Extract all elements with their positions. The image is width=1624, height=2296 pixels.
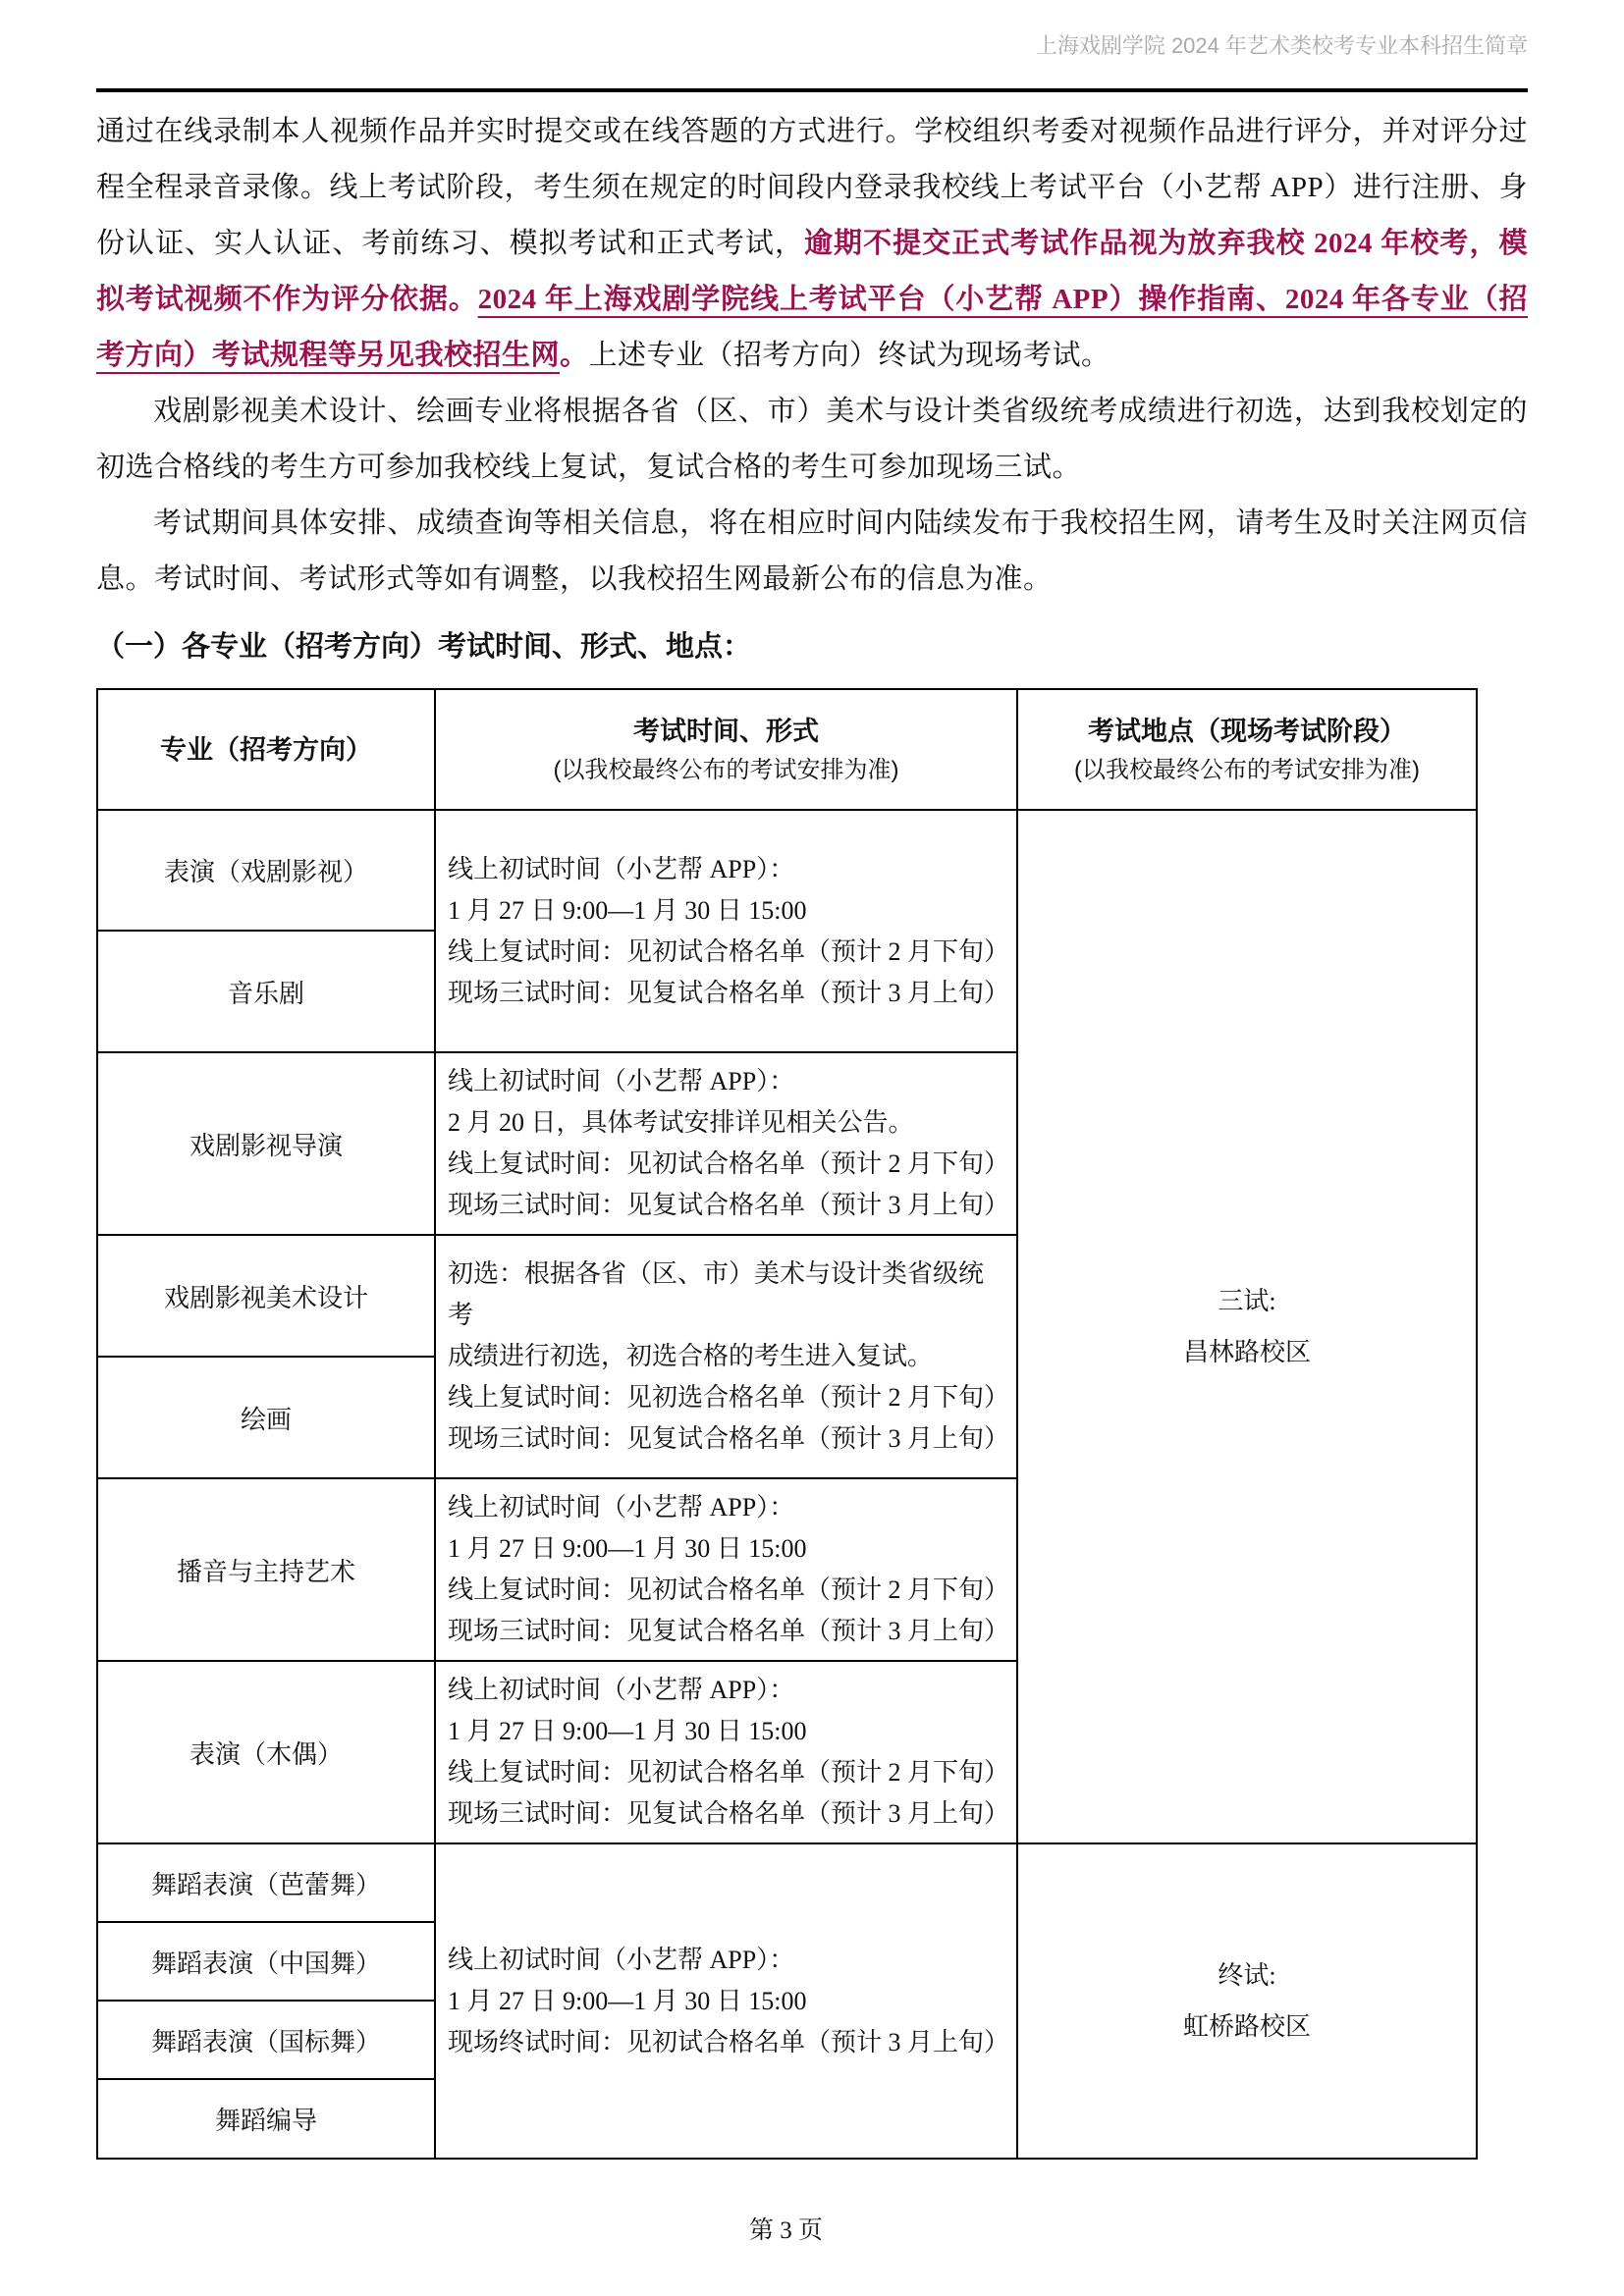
column-header-major-label: 专业（招考方向） xyxy=(160,734,372,765)
schedule-line: 线上复试时间：见初试合格名单（预计 2 月下旬） xyxy=(448,1149,1010,1178)
body-text-start: 通过在线录制本人视频作品并实时提交或在线答题的方式进行。学校组织考委对视频作品进行评分，并对评分过程全程录音录像。线上考试阶段，考生须在规定的时间段内登录我校线上考试平台（小艺帮 APP）进行注册、身份认证、实人认证、考前练习、模拟考试和正式考试， xyxy=(96,116,1528,259)
schedule-line: 线上复试时间：见初选合格名单（预计 2 月下旬） xyxy=(448,1383,1010,1412)
column-header-major xyxy=(97,689,435,810)
schedule-line: 现场终试时间：见初试合格名单（预计 3 月上旬） xyxy=(448,2027,1010,2056)
location-line: 昌林路校区 xyxy=(1182,1337,1311,1366)
paragraph-exam-info-notice: 考试期间具体安排、成绩查询等相关信息，将在相应时间内陆续发布于我校招生网，请考生及时关注网页信息。考试时间、考试形式等如有调整，以我校招生网最新公布的信息为准。 xyxy=(96,507,1528,595)
page-footer xyxy=(96,2211,1476,2246)
emphasis-period: 。 xyxy=(560,340,589,371)
document-body xyxy=(96,104,1528,2246)
page-number: 第 3 页 xyxy=(748,2217,823,2244)
body-text-end: 上述专业（招考方向）终试为现场考试。 xyxy=(588,340,1110,371)
column-header-time-title: 考试时间、形式 xyxy=(633,716,819,746)
section-heading: （一）各专业（招考方向）考试时间、形式、地点： xyxy=(96,631,752,663)
schedule-cell-broadcasting xyxy=(435,1478,1017,1661)
location-line: 虹桥路校区 xyxy=(1182,2011,1311,2041)
emphasis-text: 逾期不提交正式考试作品视为放弃我校 2024 年校考，模拟考试视频不作为评分依据。 xyxy=(96,228,1528,315)
schedule-cell-art-design xyxy=(435,1235,1017,1478)
schedule-line: 1 月 27 日 9:00—1 月 30 日 15:00 xyxy=(448,895,807,925)
major-cell-stage-design: 戏剧影视美术设计 xyxy=(97,1235,435,1357)
major-cell-dance-ballet: 舞蹈表演（芭蕾舞） xyxy=(97,1843,435,1922)
schedule-line: 1 月 27 日 9:00—1 月 30 日 15:00 xyxy=(448,1534,807,1563)
column-header-place xyxy=(1017,689,1477,810)
schedule-line: 现场三试时间：见复试合格名单（预计 3 月上旬） xyxy=(448,1617,1010,1645)
table-row xyxy=(97,1843,1477,1922)
major-cell-musical-theatre: 音乐剧 xyxy=(97,931,435,1052)
schedule-line: 现场三试时间：见复试合格名单（预计 3 月上旬） xyxy=(448,1191,1010,1219)
schedule-line: 现场三试时间：见复试合格名单（预计 3 月上旬） xyxy=(448,1424,1010,1453)
schedule-line: 线上初试时间（小艺帮 APP）： xyxy=(448,1493,795,1522)
underlined-link-text[interactable]: 2024 年上海戏剧学院线上考试平台（小艺帮 APP）操作指南、2024 年各专业（招考方向）考试规程等另见我校招生网 xyxy=(96,284,1528,371)
location-line: 终试: xyxy=(1218,1960,1276,1990)
schedule-line: 线上复试时间：见初试合格名单（预计 2 月下旬） xyxy=(448,1758,1010,1787)
schedule-line: 线上复试时间：见初试合格名单（预计 2 月下旬） xyxy=(448,936,1010,966)
major-cell-dance-choreography: 舞蹈编导 xyxy=(97,2079,435,2159)
column-header-time-subtitle: (以我校最终公布的考试安排为准) xyxy=(553,756,899,783)
schedule-cell-puppetry xyxy=(435,1661,1017,1843)
schedule-line: 线上初试时间（小艺帮 APP）： xyxy=(448,854,795,883)
schedule-line: 现场三试时间：见复试合格名单（预计 3 月上旬） xyxy=(448,1799,1010,1828)
table-row xyxy=(97,810,1477,931)
page-header xyxy=(96,29,1528,60)
major-cell-puppetry: 表演（木偶） xyxy=(97,1661,435,1843)
schedule-line: 初选：根据各省（区、市）美术与设计类省级统考 xyxy=(448,1259,985,1329)
schedule-line: 1 月 27 日 9:00—1 月 30 日 15:00 xyxy=(448,1717,807,1745)
schedule-line: 线上复试时间：见初试合格名单（预计 2 月下旬） xyxy=(448,1575,1010,1604)
major-cell-broadcasting: 播音与主持艺术 xyxy=(97,1478,435,1661)
paragraph-art-preselection: 戏剧影视美术设计、绘画专业将根据各省（区、市）美术与设计类省级统考成绩进行初选，达到我校划定的初选合格线的考生方可参加我校线上复试，复试合格的考生可参加现场三试。 xyxy=(96,396,1528,483)
column-header-place-title: 考试地点（现场考试阶段） xyxy=(1088,716,1406,746)
major-cell-dance-ballroom: 舞蹈表演（国标舞） xyxy=(97,2001,435,2079)
major-cell-directing: 戏剧影视导演 xyxy=(97,1052,435,1235)
table-header-row xyxy=(97,689,1477,810)
schedule-line: 1 月 27 日 9:00—1 月 30 日 15:00 xyxy=(448,1986,807,2015)
schedule-line: 线上初试时间（小艺帮 APP）： xyxy=(448,1945,795,1974)
major-cell-dance-chinese: 舞蹈表演（中国舞） xyxy=(97,1922,435,2001)
schedule-cell-dance xyxy=(435,1843,1017,2159)
column-header-place-subtitle: (以我校最终公布的考试安排为准) xyxy=(1074,756,1420,783)
schedule-cell-directing xyxy=(435,1052,1017,1235)
major-cell-painting: 绘画 xyxy=(97,1357,435,1478)
major-cell-acting-drama-film: 表演（戏剧影视） xyxy=(97,810,435,931)
paragraph-online-exam xyxy=(96,104,1528,384)
schedule-line: 现场三试时间：见复试合格名单（预计 3 月上旬） xyxy=(448,978,1010,1007)
page-header-title: 上海戏剧学院 2024 年艺术类校考专业本科招生简章 xyxy=(1035,33,1528,58)
schedule-line: 线上初试时间（小艺帮 APP）： xyxy=(448,1676,795,1704)
location-line: 三试: xyxy=(1218,1286,1276,1315)
location-cell-final-test xyxy=(1017,1843,1477,2159)
exam-schedule-table xyxy=(96,688,1478,2160)
schedule-line: 线上初试时间（小艺帮 APP）： xyxy=(448,1067,795,1095)
header-rule xyxy=(96,88,1528,92)
column-header-time xyxy=(435,689,1017,810)
schedule-line: 成绩进行初选，初选合格的考生进入复试。 xyxy=(448,1342,934,1370)
location-cell-third-test xyxy=(1017,810,1477,1843)
schedule-line: 2 月 20 日，具体考试安排详见相关公告。 xyxy=(448,1108,914,1137)
schedule-cell-acting-musical xyxy=(435,810,1017,1052)
